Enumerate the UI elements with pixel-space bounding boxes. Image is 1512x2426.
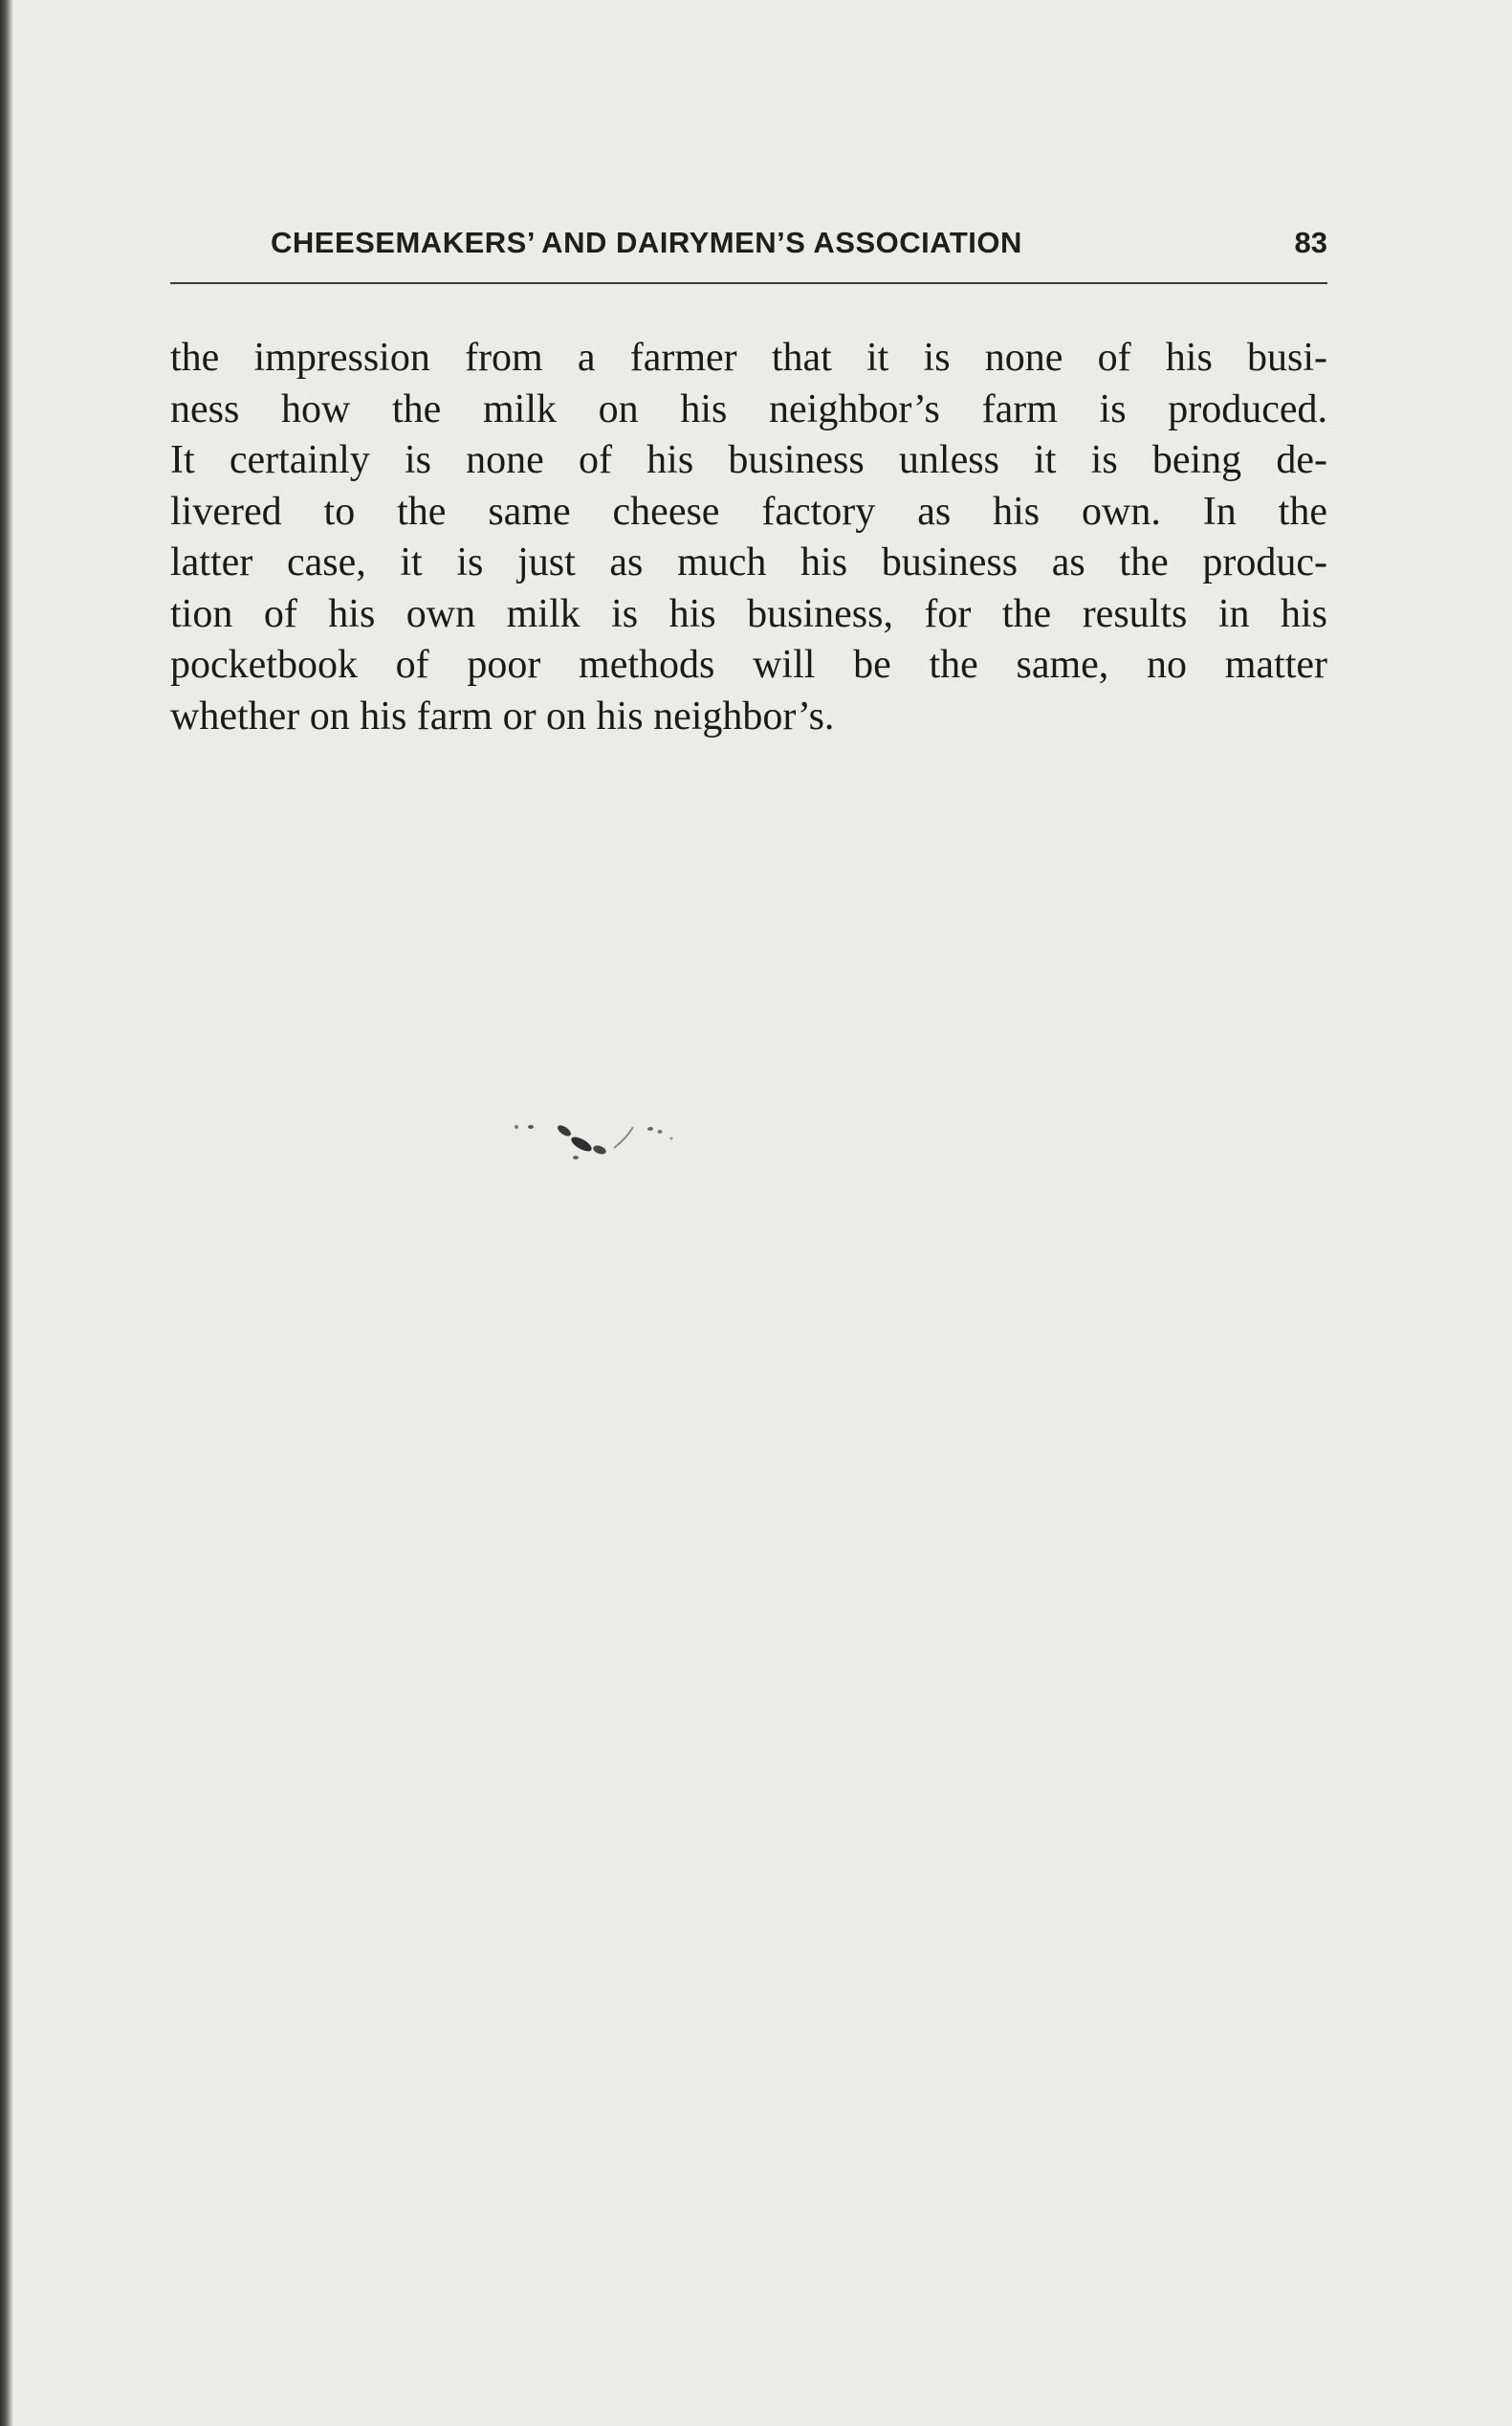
text-line: livered to the same cheese factory as his own. In the	[170, 489, 1327, 534]
text-line: whether on his farm or on his neighbor’s.	[170, 694, 835, 739]
header-rule	[170, 282, 1327, 284]
page-header	[170, 226, 1327, 274]
text-line: pocketbook of poor methods will be the same, no matter	[170, 643, 1327, 687]
text-line: latter case, it is just as much his business as the produc-	[170, 540, 1327, 584]
body-paragraph	[170, 333, 1327, 742]
text-line: ness how the milk on his neighbor’s farm is produced.	[170, 386, 1327, 431]
ink-blot-mark	[507, 1100, 736, 1186]
text-line: the impression from a farmer that it is none of his busi-	[170, 336, 1327, 380]
running-title: CHEESEMAKERS’ AND DAIRYMEN’S ASSOCIATION	[271, 226, 1022, 259]
binding-edge	[0, 0, 13, 2426]
text-line: tion of his own milk is his business, for the results in his	[170, 591, 1327, 636]
text-line: It certainly is none of his business unless it is being de-	[170, 438, 1327, 482]
page-number: 83	[1294, 226, 1327, 259]
